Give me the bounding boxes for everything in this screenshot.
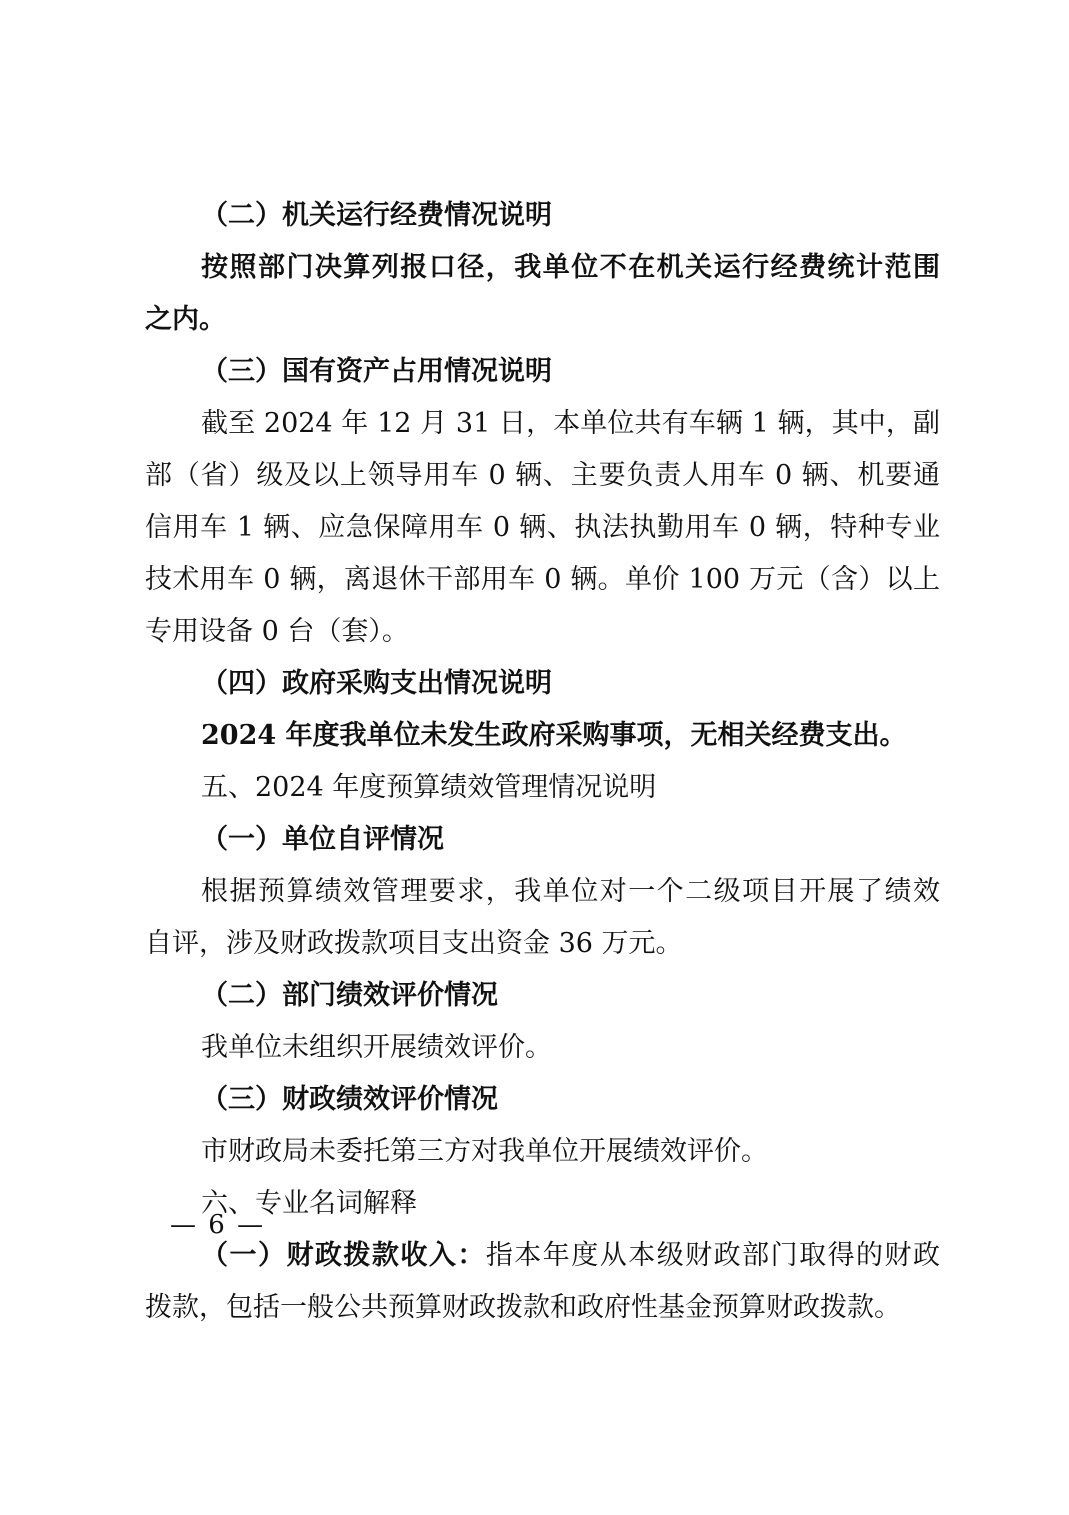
paragraph-line: 信用车 1 辆、应急保障用车 0 辆、执法执勤用车 0 辆，特种专业 xyxy=(145,512,940,543)
section-heading-finance-evaluation: （三）财政绩效评价情况 xyxy=(201,1084,498,1115)
section-title-performance-management: 五、2024 年度预算绩效管理情况说明 xyxy=(201,772,657,803)
paragraph-line: 技术用车 0 辆，离退休干部用车 0 辆。单价 100 万元（含）以上 xyxy=(145,564,940,595)
paragraph-line: 按照部门决算列报口径，我单位不在机关运行经费统计范围 xyxy=(201,252,940,283)
paragraph-line: 部（省）级及以上领导用车 0 辆、主要负责人用车 0 辆、机要通 xyxy=(145,460,940,491)
paragraph-line: 拨款，包括一般公共预算财政拨款和政府性基金预算财政拨款。 xyxy=(145,1292,901,1323)
section-heading-state-assets: （三）国有资产占用情况说明 xyxy=(201,356,552,387)
section-title-glossary: 六、专业名词解释 xyxy=(201,1188,417,1219)
paragraph-line: 自评，涉及财政拨款项目支出资金 36 万元。 xyxy=(145,928,683,959)
paragraph-line: 之内。 xyxy=(145,304,226,335)
section-heading-department-evaluation: （二）部门绩效评价情况 xyxy=(201,980,498,1011)
glossary-definition: 指本年度从本级财政部门取得的财政 xyxy=(485,1240,940,1271)
paragraph-line: 我单位未组织开展绩效评价。 xyxy=(201,1032,552,1063)
section-heading-self-evaluation: （一）单位自评情况 xyxy=(201,824,444,855)
glossary-term: （一）财政拨款收入： xyxy=(201,1240,486,1271)
document-body xyxy=(145,190,940,1334)
section-heading-government-procurement: （四）政府采购支出情况说明 xyxy=(201,668,552,699)
page-number: — 6 — xyxy=(170,1210,266,1240)
paragraph-line: 2024 年度我单位未发生政府采购事项，无相关经费支出。 xyxy=(201,720,907,751)
paragraph-line: 市财政局未委托第三方对我单位开展绩效评价。 xyxy=(201,1136,768,1167)
paragraph-line: 专用设备 0 台（套）。 xyxy=(145,616,409,647)
paragraph-line: 截至 2024 年 12 月 31 日，本单位共有车辆 1 辆，其中，副 xyxy=(201,408,940,439)
section-heading-operating-expenses: （二）机关运行经费情况说明 xyxy=(201,200,552,231)
paragraph-line: 根据预算绩效管理要求，我单位对一个二级项目开展了绩效 xyxy=(201,876,940,907)
